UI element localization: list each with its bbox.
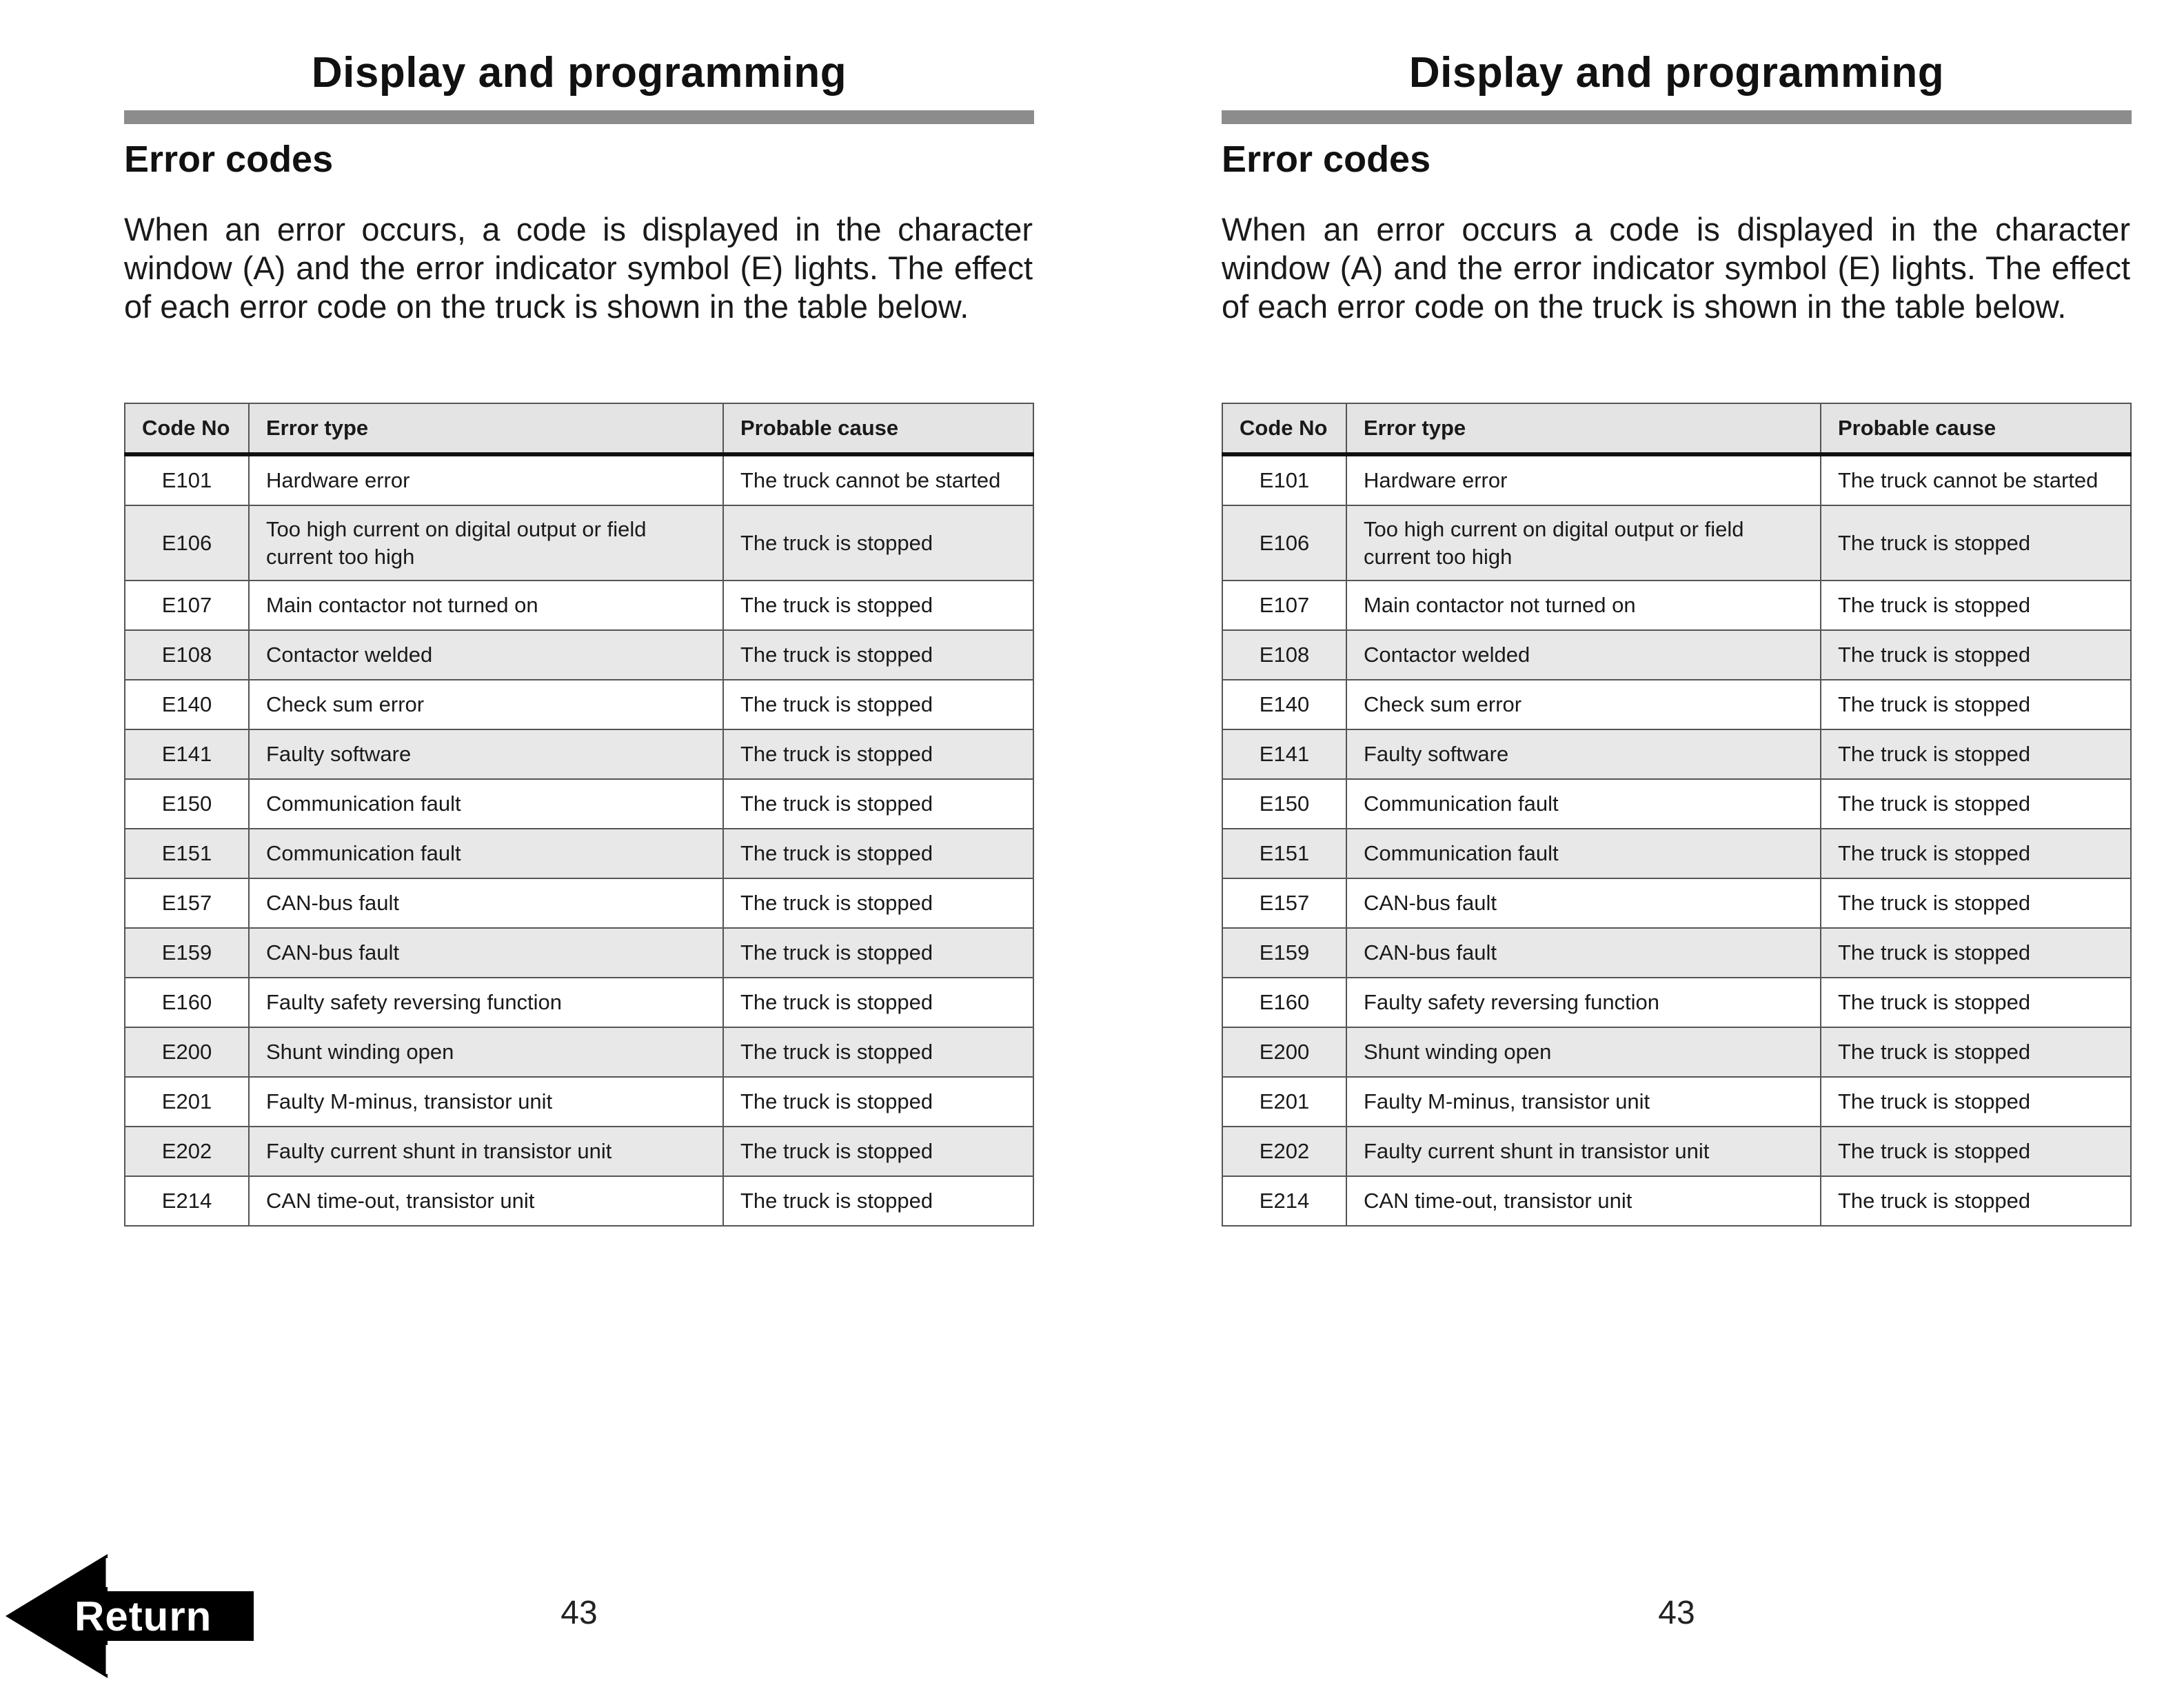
cause-cell: The truck is stopped <box>1821 779 2131 829</box>
error-type-cell: Contactor welded <box>1346 630 1821 680</box>
code-cell: E107 <box>125 581 249 630</box>
cause-cell: The truck is stopped <box>723 978 1033 1027</box>
cause-cell: The truck is stopped <box>723 928 1033 978</box>
code-cell: E150 <box>125 779 249 829</box>
header-error-type: Error type <box>249 403 723 454</box>
cause-cell: The truck is stopped <box>723 729 1033 779</box>
error-type-cell: Hardware error <box>249 454 723 505</box>
header-code-no: Code No <box>125 403 249 454</box>
table-header-row <box>125 403 1033 454</box>
code-cell: E108 <box>125 630 249 680</box>
table-row <box>125 1127 1033 1176</box>
error-type-cell: CAN-bus fault <box>249 928 723 978</box>
error-type-cell: Main contactor not turned on <box>249 581 723 630</box>
header-error-type: Error type <box>1346 403 1821 454</box>
title-rule <box>124 110 1034 124</box>
cause-cell: The truck is stopped <box>1821 581 2131 630</box>
cause-cell: The truck is stopped <box>723 505 1033 581</box>
table-row <box>1222 779 2131 829</box>
table-row <box>1222 680 2131 729</box>
cause-cell: The truck is stopped <box>723 680 1033 729</box>
error-type-cell: Main contactor not turned on <box>1346 581 1821 630</box>
code-cell: E106 <box>1222 505 1346 581</box>
error-type-cell: CAN time-out, transistor unit <box>1346 1176 1821 1226</box>
table-row <box>125 729 1033 779</box>
table-row <box>1222 505 2131 581</box>
code-cell: E214 <box>1222 1176 1346 1226</box>
table-row <box>125 1176 1033 1226</box>
table-row <box>1222 1127 2131 1176</box>
table-row <box>125 1077 1033 1127</box>
cause-cell: The truck is stopped <box>723 630 1033 680</box>
code-cell: E151 <box>125 829 249 878</box>
error-type-cell: Faulty current shunt in transistor unit <box>249 1127 723 1176</box>
cause-cell: The truck is stopped <box>1821 1077 2131 1127</box>
error-type-cell: Check sum error <box>1346 680 1821 729</box>
code-cell: E108 <box>1222 630 1346 680</box>
error-type-cell: Faulty M-minus, transistor unit <box>249 1077 723 1127</box>
table-row <box>125 630 1033 680</box>
cause-cell: The truck is stopped <box>1821 829 2131 878</box>
cause-cell: The truck is stopped <box>1821 1027 2131 1077</box>
page-title: Display and programming <box>1408 49 1945 97</box>
page-number: 43 <box>560 1595 598 1631</box>
cause-cell: The truck is stopped <box>1821 630 2131 680</box>
header-probable-cause: Probable cause <box>1821 403 2131 454</box>
error-type-cell: Check sum error <box>249 680 723 729</box>
error-type-cell: Contactor welded <box>249 630 723 680</box>
return-button[interactable] <box>6 1554 254 1678</box>
table-row <box>1222 1176 2131 1226</box>
table-row <box>1222 454 2131 505</box>
table-row <box>125 505 1033 581</box>
error-codes-table <box>124 403 1034 1227</box>
header-probable-cause: Probable cause <box>723 403 1033 454</box>
table-row <box>1222 978 2131 1027</box>
error-type-cell: Faulty software <box>249 729 723 779</box>
code-cell: E160 <box>1222 978 1346 1027</box>
table-header-row <box>1222 403 2131 454</box>
cause-cell: The truck is stopped <box>723 878 1033 928</box>
table-row <box>1222 729 2131 779</box>
cause-cell: The truck is stopped <box>1821 680 2131 729</box>
code-cell: E151 <box>1222 829 1346 878</box>
table-row <box>1222 1077 2131 1127</box>
error-type-cell: Faulty current shunt in transistor unit <box>1346 1127 1821 1176</box>
code-cell: E214 <box>125 1176 249 1226</box>
code-cell: E200 <box>1222 1027 1346 1077</box>
error-type-cell: Communication fault <box>249 829 723 878</box>
cause-cell: The truck is stopped <box>1821 1127 2131 1176</box>
cause-cell: The truck is stopped <box>723 779 1033 829</box>
error-type-cell: Faulty M-minus, transistor unit <box>1346 1077 1821 1127</box>
error-type-cell: Communication fault <box>1346 829 1821 878</box>
code-cell: E159 <box>1222 928 1346 978</box>
intro-paragraph: When an error occurs, a code is displayed in the character window (A) and the error indicator symbol (E) lights. The effect of each error code on the truck is shown in the table below. <box>124 211 1033 325</box>
error-type-cell: Shunt winding open <box>249 1027 723 1077</box>
cause-cell: The truck is stopped <box>1821 878 2131 928</box>
table-row <box>125 878 1033 928</box>
code-cell: E160 <box>125 978 249 1027</box>
error-type-cell: Faulty software <box>1346 729 1821 779</box>
code-cell: E200 <box>125 1027 249 1077</box>
error-type-cell: CAN-bus fault <box>1346 878 1821 928</box>
cause-cell: The truck is stopped <box>723 829 1033 878</box>
table-row <box>125 829 1033 878</box>
error-type-cell: Communication fault <box>249 779 723 829</box>
error-codes-table <box>1222 403 2132 1227</box>
code-cell: E159 <box>125 928 249 978</box>
table-row <box>125 1027 1033 1077</box>
section-heading: Error codes <box>1222 139 1431 180</box>
table-row <box>125 978 1033 1027</box>
page-number: 43 <box>1658 1595 1695 1631</box>
cause-cell: The truck is stopped <box>723 1127 1033 1176</box>
table-row <box>1222 581 2131 630</box>
error-type-cell: Too high current on digital output or field current too high <box>249 505 723 581</box>
cause-cell: The truck is stopped <box>1821 978 2131 1027</box>
code-cell: E202 <box>1222 1127 1346 1176</box>
error-type-cell: CAN-bus fault <box>1346 928 1821 978</box>
cause-cell: The truck is stopped <box>723 581 1033 630</box>
cause-cell: The truck is stopped <box>1821 1176 2131 1226</box>
error-type-cell: CAN time-out, transistor unit <box>249 1176 723 1226</box>
table-row <box>1222 829 2131 878</box>
page-title: Display and programming <box>311 49 847 97</box>
code-cell: E101 <box>1222 454 1346 505</box>
cause-cell: The truck cannot be started <box>1821 454 2131 505</box>
code-cell: E106 <box>125 505 249 581</box>
table-row <box>125 779 1033 829</box>
table-row <box>125 454 1033 505</box>
code-cell: E157 <box>125 878 249 928</box>
error-type-cell: Hardware error <box>1346 454 1821 505</box>
table-row <box>1222 928 2131 978</box>
code-cell: E150 <box>1222 779 1346 829</box>
table-row <box>1222 878 2131 928</box>
cause-cell: The truck is stopped <box>723 1176 1033 1226</box>
cause-cell: The truck is stopped <box>1821 505 2131 581</box>
code-cell: E201 <box>125 1077 249 1127</box>
header-code-no: Code No <box>1222 403 1346 454</box>
code-cell: E140 <box>1222 680 1346 729</box>
code-cell: E141 <box>1222 729 1346 779</box>
cause-cell: The truck cannot be started <box>723 454 1033 505</box>
error-type-cell: Faulty safety reversing function <box>1346 978 1821 1027</box>
code-cell: E141 <box>125 729 249 779</box>
section-heading: Error codes <box>124 139 334 180</box>
error-type-cell: Too high current on digital output or field current too high <box>1346 505 1821 581</box>
table-row <box>1222 1027 2131 1077</box>
code-cell: E107 <box>1222 581 1346 630</box>
intro-paragraph: When an error occurs a code is displayed in the character window (A) and the error indicator symbol (E) lights. The effect of each error code on the truck is shown in the table below. <box>1222 211 2130 325</box>
cause-cell: The truck is stopped <box>1821 729 2131 779</box>
code-cell: E201 <box>1222 1077 1346 1127</box>
title-rule <box>1222 110 2132 124</box>
cause-cell: The truck is stopped <box>1821 928 2131 978</box>
return-label: Return <box>74 1593 212 1639</box>
error-type-cell: CAN-bus fault <box>249 878 723 928</box>
error-type-cell: Faulty safety reversing function <box>249 978 723 1027</box>
error-type-cell: Communication fault <box>1346 779 1821 829</box>
table-row <box>1222 630 2131 680</box>
code-cell: E157 <box>1222 878 1346 928</box>
code-cell: E140 <box>125 680 249 729</box>
table-row <box>125 928 1033 978</box>
cause-cell: The truck is stopped <box>723 1077 1033 1127</box>
code-cell: E101 <box>125 454 249 505</box>
table-row <box>125 581 1033 630</box>
table-row <box>125 680 1033 729</box>
code-cell: E202 <box>125 1127 249 1176</box>
error-type-cell: Shunt winding open <box>1346 1027 1821 1077</box>
cause-cell: The truck is stopped <box>723 1027 1033 1077</box>
